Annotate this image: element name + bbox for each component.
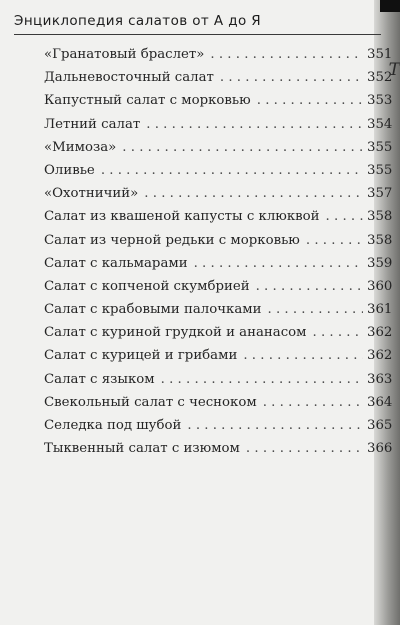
toc-dot-leader: [161, 372, 363, 387]
toc-entry: [44, 302, 393, 325]
toc-entry-title: Салат с копченой скумбрией: [44, 278, 250, 294]
toc-entry: [44, 232, 393, 256]
toc-entry-title: Капустный салат с морковью: [44, 93, 251, 109]
toc-entry-title: Тыквенный салат с изюмом: [44, 441, 240, 457]
toc-dot-leader: [210, 47, 363, 62]
toc-entry-page: 361: [367, 302, 393, 318]
toc-entry-title: Дальневосточный салат: [44, 70, 214, 86]
toc-entry: [44, 186, 393, 209]
toc-dot-leader: [144, 186, 363, 201]
toc-entry: [44, 116, 393, 140]
toc-entry-page: 362: [367, 325, 393, 341]
toc-entry: [44, 70, 393, 93]
toc-dot-leader: [256, 279, 363, 294]
toc-entry: [44, 93, 393, 116]
toc-entry-title: «Гранатовый браслет»: [44, 47, 205, 62]
table-of-contents: [44, 47, 393, 464]
toc-entry-page: 354: [367, 116, 393, 132]
toc-entry: [44, 441, 393, 464]
toc-entry: [44, 348, 393, 371]
toc-entry: [44, 325, 393, 348]
toc-dot-leader: [194, 256, 363, 271]
toc-dot-leader: [101, 163, 363, 178]
toc-entry-title: Свекольный салат с чесноком: [44, 394, 257, 410]
toc-entry-title: Салат из черной редьки с морковью: [44, 232, 300, 248]
toc-dot-leader: [146, 117, 363, 132]
toc-entry-title: «Охотничий»: [44, 186, 139, 202]
toc-entry: [44, 418, 393, 441]
toc-entry-title: Салат с куриной грудкой и ананасом: [44, 325, 307, 341]
toc-entry-page: 359: [367, 255, 393, 271]
toc-entry-title: Салат с кальмарами: [44, 255, 188, 271]
toc-entry-page: 352: [367, 70, 393, 86]
toc-entry: [44, 209, 393, 232]
toc-entry-page: 355: [367, 139, 393, 155]
toc-entry-page: 363: [367, 371, 393, 387]
toc-entry-page: 366: [367, 441, 393, 457]
toc-entry-page: 360: [367, 278, 393, 294]
toc-dot-leader: [187, 418, 363, 433]
toc-dot-leader: [263, 395, 363, 410]
toc-entry-page: 355: [367, 162, 393, 178]
page-corner-shadow: [380, 0, 400, 12]
toc-entry: [44, 162, 393, 186]
toc-entry-title: Оливье: [44, 162, 95, 178]
toc-entry-title: Салат с курицей и грибами: [44, 348, 238, 364]
toc-entry-title: «Мимоза»: [44, 139, 117, 155]
toc-dot-leader: [243, 348, 363, 363]
toc-entry-page: 358: [367, 232, 393, 248]
toc-entry: [44, 278, 393, 302]
toc-entry: [44, 394, 393, 418]
toc-entry: [44, 139, 393, 163]
toc-entry-page: 357: [367, 186, 393, 202]
header-rule: [14, 34, 381, 35]
toc-dot-leader: [122, 140, 363, 155]
toc-dot-leader: [306, 233, 363, 248]
toc-entry-title: Салат с крабовыми палочками: [44, 302, 262, 318]
running-header: Энциклопедия салатов от А до Я: [14, 13, 262, 29]
toc-dot-leader: [312, 325, 363, 340]
toc-dot-leader: [257, 93, 363, 108]
toc-entry-page: 353: [367, 93, 393, 109]
toc-dot-leader: [267, 302, 363, 317]
next-page-letter: Т: [388, 60, 400, 80]
toc-entry-page: 365: [367, 418, 393, 433]
toc-entry-title: Селедка под шубой: [44, 418, 182, 433]
toc-entry-page: 358: [367, 209, 393, 225]
toc-entry: [44, 47, 393, 70]
toc-entry-title: Летний салат: [44, 116, 141, 132]
toc-entry-title: Салат из квашеной капусты с клюквой: [44, 209, 320, 225]
toc-dot-leader: [246, 441, 363, 456]
toc-entry-page: 362: [367, 348, 393, 364]
toc-dot-leader: [326, 209, 363, 224]
toc-entry-page: 364: [367, 394, 393, 410]
toc-entry-title: Салат с языком: [44, 371, 155, 387]
toc-entry-page: 351: [367, 47, 393, 62]
toc-dot-leader: [220, 70, 363, 85]
toc-entry: [44, 371, 393, 395]
toc-entry: [44, 255, 393, 279]
